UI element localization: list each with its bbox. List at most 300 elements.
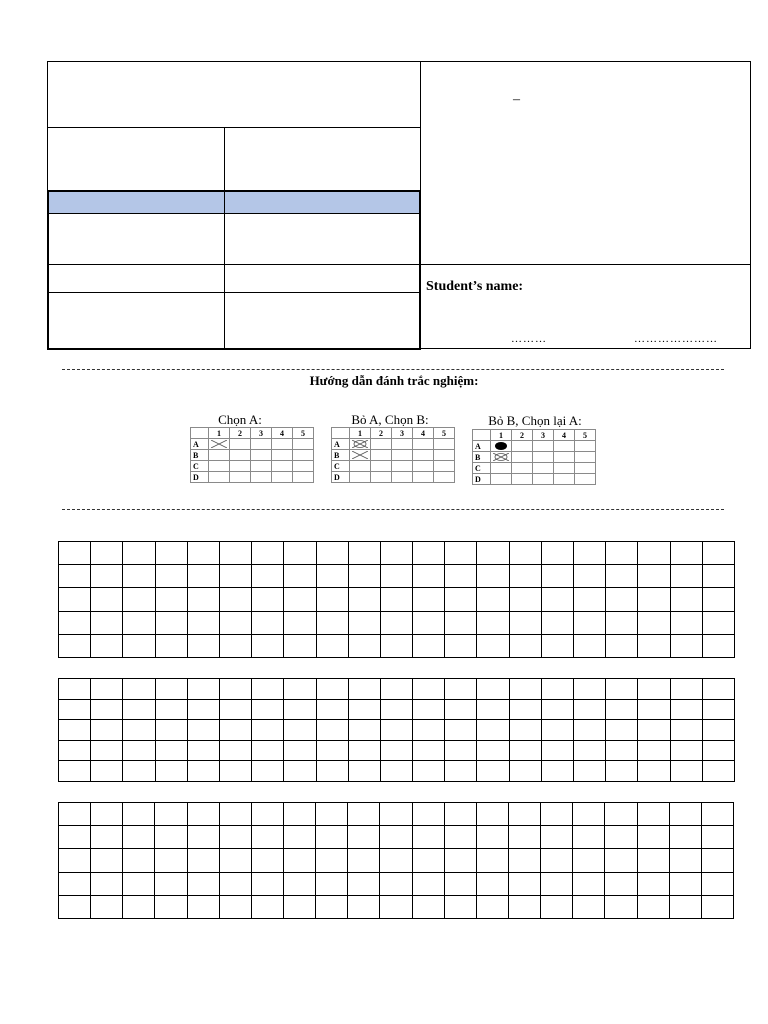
answer-cell[interactable] — [702, 588, 734, 611]
answer-cell[interactable] — [574, 761, 606, 782]
answer-cell[interactable] — [541, 588, 573, 611]
answer-cell[interactable] — [509, 720, 541, 741]
answer-cell[interactable] — [701, 826, 733, 849]
answer-cell[interactable] — [252, 634, 284, 657]
answer-cell[interactable] — [476, 826, 508, 849]
answer-cell[interactable] — [59, 826, 91, 849]
answer-cell[interactable] — [509, 565, 541, 588]
answer-cell[interactable] — [348, 542, 380, 565]
answer-cell[interactable] — [702, 720, 734, 741]
answer-cell[interactable] — [701, 895, 733, 918]
answer-cell[interactable] — [348, 895, 380, 918]
answer-cell[interactable] — [508, 872, 540, 895]
answer-cell[interactable] — [219, 611, 251, 634]
answer-cell[interactable] — [445, 542, 477, 565]
answer-cell[interactable] — [477, 740, 509, 761]
answer-cell[interactable] — [219, 740, 251, 761]
answer-cell[interactable] — [316, 699, 348, 720]
answer-cell[interactable] — [123, 761, 155, 782]
answer-cell[interactable] — [606, 761, 638, 782]
answer-cell[interactable] — [155, 895, 187, 918]
answer-cell[interactable] — [316, 740, 348, 761]
answer-cell[interactable] — [123, 849, 155, 872]
answer-cell[interactable] — [316, 588, 348, 611]
answer-cell[interactable] — [348, 826, 380, 849]
answer-cell[interactable] — [380, 761, 412, 782]
answer-cell[interactable] — [251, 803, 283, 826]
answer-cell[interactable] — [316, 611, 348, 634]
answer-cell[interactable] — [444, 849, 476, 872]
answer-cell[interactable] — [284, 761, 316, 782]
answer-cell[interactable] — [348, 803, 380, 826]
answer-cell[interactable] — [670, 740, 702, 761]
answer-cell[interactable] — [348, 740, 380, 761]
answer-cell[interactable] — [477, 720, 509, 741]
answer-cell[interactable] — [541, 895, 573, 918]
answer-cell[interactable] — [59, 803, 91, 826]
answer-cell[interactable] — [670, 679, 702, 700]
answer-cell[interactable] — [219, 634, 251, 657]
answer-cell[interactable] — [541, 542, 573, 565]
answer-cell[interactable] — [219, 542, 251, 565]
answer-cell[interactable] — [574, 542, 606, 565]
answer-cell[interactable] — [413, 588, 445, 611]
answer-cell[interactable] — [445, 720, 477, 741]
answer-cell[interactable] — [348, 588, 380, 611]
answer-cell[interactable] — [187, 740, 219, 761]
answer-cell[interactable] — [638, 740, 670, 761]
answer-cell[interactable] — [187, 761, 219, 782]
answer-cell[interactable] — [541, 740, 573, 761]
answer-cell[interactable] — [670, 565, 702, 588]
answer-cell[interactable] — [380, 588, 412, 611]
answer-cell[interactable] — [348, 679, 380, 700]
answer-cell[interactable] — [412, 849, 444, 872]
answer-cell[interactable] — [380, 872, 412, 895]
answer-cell[interactable] — [541, 720, 573, 741]
answer-cell[interactable] — [155, 872, 187, 895]
answer-cell[interactable] — [219, 720, 251, 741]
answer-cell[interactable] — [606, 611, 638, 634]
answer-cell[interactable] — [219, 895, 251, 918]
answer-cell[interactable] — [573, 895, 605, 918]
answer-cell[interactable] — [123, 542, 155, 565]
answer-cell[interactable] — [670, 588, 702, 611]
answer-cell[interactable] — [59, 679, 91, 700]
answer-cell[interactable] — [669, 895, 701, 918]
answer-cell[interactable] — [155, 720, 187, 741]
answer-cell[interactable] — [606, 565, 638, 588]
answer-cell[interactable] — [219, 588, 251, 611]
answer-cell[interactable] — [605, 803, 637, 826]
answer-cell[interactable] — [187, 872, 219, 895]
answer-cell[interactable] — [187, 542, 219, 565]
answer-cell[interactable] — [59, 542, 91, 565]
answer-cell[interactable] — [477, 634, 509, 657]
answer-cell[interactable] — [348, 720, 380, 741]
answer-cell[interactable] — [123, 740, 155, 761]
answer-cell[interactable] — [123, 588, 155, 611]
answer-cell[interactable] — [670, 761, 702, 782]
answer-cell[interactable] — [284, 720, 316, 741]
answer-cell[interactable] — [412, 826, 444, 849]
answer-cell[interactable] — [316, 634, 348, 657]
answer-cell[interactable] — [155, 565, 187, 588]
answer-cell[interactable] — [541, 761, 573, 782]
answer-cell[interactable] — [413, 565, 445, 588]
answer-cell[interactable] — [251, 849, 283, 872]
answer-cell[interactable] — [284, 740, 316, 761]
answer-cell[interactable] — [638, 588, 670, 611]
answer-cell[interactable] — [477, 588, 509, 611]
answer-cell[interactable] — [91, 803, 123, 826]
answer-cell[interactable] — [59, 699, 91, 720]
answer-cell[interactable] — [380, 542, 412, 565]
answer-cell[interactable] — [413, 699, 445, 720]
answer-cell[interactable] — [413, 679, 445, 700]
answer-cell[interactable] — [477, 699, 509, 720]
answer-cell[interactable] — [702, 679, 734, 700]
answer-cell[interactable] — [380, 565, 412, 588]
answer-cell[interactable] — [541, 803, 573, 826]
answer-cell[interactable] — [701, 872, 733, 895]
answer-cell[interactable] — [284, 699, 316, 720]
answer-cell[interactable] — [59, 634, 91, 657]
answer-cell[interactable] — [413, 720, 445, 741]
answer-cell[interactable] — [702, 565, 734, 588]
answer-cell[interactable] — [380, 611, 412, 634]
answer-cell[interactable] — [670, 699, 702, 720]
answer-cell[interactable] — [284, 634, 316, 657]
answer-cell[interactable] — [669, 872, 701, 895]
answer-cell[interactable] — [445, 588, 477, 611]
answer-cell[interactable] — [669, 803, 701, 826]
answer-cell[interactable] — [508, 826, 540, 849]
answer-cell[interactable] — [702, 542, 734, 565]
answer-cell[interactable] — [316, 761, 348, 782]
answer-cell[interactable] — [605, 895, 637, 918]
answer-cell[interactable] — [155, 634, 187, 657]
answer-cell[interactable] — [574, 720, 606, 741]
answer-cell[interactable] — [316, 720, 348, 741]
answer-cell[interactable] — [445, 565, 477, 588]
answer-cell[interactable] — [508, 849, 540, 872]
answer-cell[interactable] — [91, 826, 123, 849]
answer-cell[interactable] — [283, 803, 315, 826]
answer-cell[interactable] — [219, 826, 251, 849]
answer-cell[interactable] — [187, 895, 219, 918]
answer-cell[interactable] — [155, 740, 187, 761]
answer-cell[interactable] — [59, 849, 91, 872]
answer-cell[interactable] — [541, 611, 573, 634]
answer-cell[interactable] — [380, 634, 412, 657]
answer-cell[interactable] — [508, 895, 540, 918]
answer-cell[interactable] — [606, 699, 638, 720]
answer-cell[interactable] — [316, 542, 348, 565]
answer-cell[interactable] — [251, 872, 283, 895]
answer-cell[interactable] — [284, 565, 316, 588]
answer-cell[interactable] — [219, 679, 251, 700]
answer-cell[interactable] — [219, 849, 251, 872]
answer-cell[interactable] — [638, 761, 670, 782]
answer-cell[interactable] — [702, 611, 734, 634]
answer-cell[interactable] — [59, 761, 91, 782]
answer-cell[interactable] — [251, 895, 283, 918]
answer-cell[interactable] — [444, 895, 476, 918]
answer-cell[interactable] — [637, 826, 669, 849]
answer-cell[interactable] — [541, 872, 573, 895]
answer-cell[interactable] — [508, 803, 540, 826]
answer-cell[interactable] — [573, 849, 605, 872]
answer-cell[interactable] — [637, 849, 669, 872]
answer-cell[interactable] — [123, 679, 155, 700]
answer-cell[interactable] — [59, 895, 91, 918]
answer-cell[interactable] — [638, 720, 670, 741]
answer-cell[interactable] — [316, 849, 348, 872]
answer-cell[interactable] — [316, 826, 348, 849]
answer-cell[interactable] — [574, 611, 606, 634]
answer-cell[interactable] — [284, 679, 316, 700]
answer-cell[interactable] — [412, 803, 444, 826]
answer-cell[interactable] — [316, 565, 348, 588]
answer-cell[interactable] — [316, 679, 348, 700]
answer-cell[interactable] — [123, 826, 155, 849]
answer-cell[interactable] — [187, 565, 219, 588]
answer-cell[interactable] — [91, 699, 123, 720]
answer-cell[interactable] — [573, 803, 605, 826]
answer-cell[interactable] — [637, 803, 669, 826]
answer-cell[interactable] — [91, 611, 123, 634]
answer-cell[interactable] — [541, 699, 573, 720]
answer-cell[interactable] — [187, 611, 219, 634]
answer-cell[interactable] — [316, 895, 348, 918]
answer-cell[interactable] — [702, 634, 734, 657]
answer-cell[interactable] — [380, 679, 412, 700]
answer-cell[interactable] — [348, 849, 380, 872]
answer-cell[interactable] — [412, 872, 444, 895]
answer-cell[interactable] — [669, 849, 701, 872]
answer-cell[interactable] — [219, 803, 251, 826]
answer-cell[interactable] — [91, 720, 123, 741]
answer-cell[interactable] — [91, 542, 123, 565]
answer-cell[interactable] — [155, 699, 187, 720]
answer-cell[interactable] — [574, 679, 606, 700]
answer-cell[interactable] — [155, 679, 187, 700]
answer-cell[interactable] — [702, 699, 734, 720]
answer-cell[interactable] — [509, 588, 541, 611]
answer-cell[interactable] — [701, 849, 733, 872]
answer-cell[interactable] — [251, 826, 283, 849]
answer-cell[interactable] — [445, 679, 477, 700]
answer-cell[interactable] — [187, 679, 219, 700]
answer-cell[interactable] — [348, 761, 380, 782]
answer-cell[interactable] — [413, 542, 445, 565]
answer-cell[interactable] — [380, 803, 412, 826]
answer-cell[interactable] — [445, 761, 477, 782]
answer-cell[interactable] — [155, 826, 187, 849]
answer-cell[interactable] — [509, 679, 541, 700]
answer-cell[interactable] — [638, 699, 670, 720]
answer-cell[interactable] — [445, 611, 477, 634]
answer-cell[interactable] — [59, 565, 91, 588]
answer-cell[interactable] — [509, 542, 541, 565]
answer-cell[interactable] — [605, 849, 637, 872]
answer-cell[interactable] — [413, 740, 445, 761]
answer-cell[interactable] — [252, 565, 284, 588]
answer-cell[interactable] — [252, 679, 284, 700]
answer-cell[interactable] — [637, 895, 669, 918]
answer-cell[interactable] — [348, 699, 380, 720]
answer-cell[interactable] — [187, 720, 219, 741]
answer-cell[interactable] — [123, 611, 155, 634]
answer-cell[interactable] — [606, 634, 638, 657]
answer-cell[interactable] — [283, 849, 315, 872]
answer-cell[interactable] — [670, 720, 702, 741]
answer-cell[interactable] — [573, 872, 605, 895]
answer-cell[interactable] — [670, 634, 702, 657]
answer-cell[interactable] — [606, 542, 638, 565]
answer-cell[interactable] — [155, 803, 187, 826]
answer-cell[interactable] — [123, 895, 155, 918]
answer-cell[interactable] — [316, 872, 348, 895]
answer-cell[interactable] — [445, 699, 477, 720]
answer-cell[interactable] — [348, 611, 380, 634]
answer-cell[interactable] — [155, 849, 187, 872]
answer-cell[interactable] — [252, 720, 284, 741]
answer-cell[interactable] — [91, 740, 123, 761]
answer-cell[interactable] — [380, 849, 412, 872]
answer-cell[interactable] — [669, 826, 701, 849]
answer-cell[interactable] — [123, 872, 155, 895]
answer-cell[interactable] — [123, 699, 155, 720]
answer-cell[interactable] — [91, 679, 123, 700]
answer-cell[interactable] — [123, 565, 155, 588]
answer-cell[interactable] — [219, 872, 251, 895]
answer-cell[interactable] — [574, 740, 606, 761]
answer-cell[interactable] — [574, 634, 606, 657]
answer-cell[interactable] — [283, 826, 315, 849]
answer-cell[interactable] — [380, 720, 412, 741]
answer-cell[interactable] — [477, 679, 509, 700]
answer-cell[interactable] — [574, 588, 606, 611]
answer-cell[interactable] — [541, 849, 573, 872]
answer-cell[interactable] — [252, 588, 284, 611]
answer-cell[interactable] — [541, 826, 573, 849]
answer-cell[interactable] — [283, 872, 315, 895]
answer-cell[interactable] — [219, 761, 251, 782]
answer-cell[interactable] — [477, 761, 509, 782]
answer-cell[interactable] — [477, 611, 509, 634]
answer-cell[interactable] — [509, 634, 541, 657]
answer-cell[interactable] — [91, 588, 123, 611]
answer-cell[interactable] — [187, 803, 219, 826]
answer-cell[interactable] — [59, 720, 91, 741]
answer-cell[interactable] — [638, 565, 670, 588]
answer-cell[interactable] — [476, 872, 508, 895]
answer-cell[interactable] — [606, 679, 638, 700]
answer-cell[interactable] — [219, 699, 251, 720]
answer-cell[interactable] — [605, 826, 637, 849]
answer-cell[interactable] — [702, 740, 734, 761]
answer-cell[interactable] — [574, 565, 606, 588]
answer-cell[interactable] — [476, 803, 508, 826]
answer-cell[interactable] — [606, 588, 638, 611]
answer-cell[interactable] — [445, 740, 477, 761]
answer-cell[interactable] — [444, 826, 476, 849]
answer-cell[interactable] — [380, 740, 412, 761]
answer-cell[interactable] — [59, 611, 91, 634]
answer-cell[interactable] — [701, 803, 733, 826]
answer-cell[interactable] — [702, 761, 734, 782]
answer-cell[interactable] — [91, 849, 123, 872]
answer-cell[interactable] — [187, 634, 219, 657]
answer-cell[interactable] — [509, 611, 541, 634]
answer-cell[interactable] — [509, 699, 541, 720]
answer-cell[interactable] — [252, 740, 284, 761]
answer-cell[interactable] — [284, 542, 316, 565]
answer-cell[interactable] — [252, 699, 284, 720]
answer-cell[interactable] — [91, 872, 123, 895]
answer-cell[interactable] — [187, 826, 219, 849]
answer-cell[interactable] — [413, 611, 445, 634]
answer-cell[interactable] — [573, 826, 605, 849]
answer-cell[interactable] — [59, 872, 91, 895]
answer-cell[interactable] — [155, 761, 187, 782]
answer-cell[interactable] — [638, 679, 670, 700]
answer-cell[interactable] — [477, 565, 509, 588]
answer-cell[interactable] — [413, 761, 445, 782]
answer-cell[interactable] — [637, 872, 669, 895]
answer-cell[interactable] — [444, 872, 476, 895]
answer-cell[interactable] — [155, 588, 187, 611]
answer-cell[interactable] — [284, 588, 316, 611]
answer-cell[interactable] — [252, 761, 284, 782]
answer-cell[interactable] — [91, 761, 123, 782]
answer-cell[interactable] — [638, 542, 670, 565]
answer-cell[interactable] — [476, 849, 508, 872]
answer-cell[interactable] — [477, 542, 509, 565]
answer-cell[interactable] — [606, 740, 638, 761]
answer-cell[interactable] — [445, 634, 477, 657]
answer-cell[interactable] — [638, 634, 670, 657]
answer-cell[interactable] — [476, 895, 508, 918]
answer-cell[interactable] — [91, 565, 123, 588]
answer-cell[interactable] — [155, 611, 187, 634]
answer-cell[interactable] — [509, 740, 541, 761]
answer-cell[interactable] — [316, 803, 348, 826]
answer-cell[interactable] — [541, 634, 573, 657]
answer-cell[interactable] — [670, 611, 702, 634]
answer-cell[interactable] — [413, 634, 445, 657]
answer-cell[interactable] — [123, 634, 155, 657]
answer-cell[interactable] — [187, 849, 219, 872]
answer-cell[interactable] — [638, 611, 670, 634]
answer-cell[interactable] — [574, 699, 606, 720]
answer-cell[interactable] — [348, 872, 380, 895]
answer-cell[interactable] — [284, 611, 316, 634]
answer-cell[interactable] — [605, 872, 637, 895]
answer-cell[interactable] — [59, 740, 91, 761]
answer-cell[interactable] — [606, 720, 638, 741]
answer-cell[interactable] — [348, 634, 380, 657]
answer-cell[interactable] — [252, 611, 284, 634]
answer-cell[interactable] — [187, 699, 219, 720]
answer-cell[interactable] — [91, 895, 123, 918]
answer-cell[interactable] — [444, 803, 476, 826]
answer-cell[interactable] — [380, 895, 412, 918]
answer-cell[interactable] — [91, 634, 123, 657]
answer-cell[interactable] — [252, 542, 284, 565]
